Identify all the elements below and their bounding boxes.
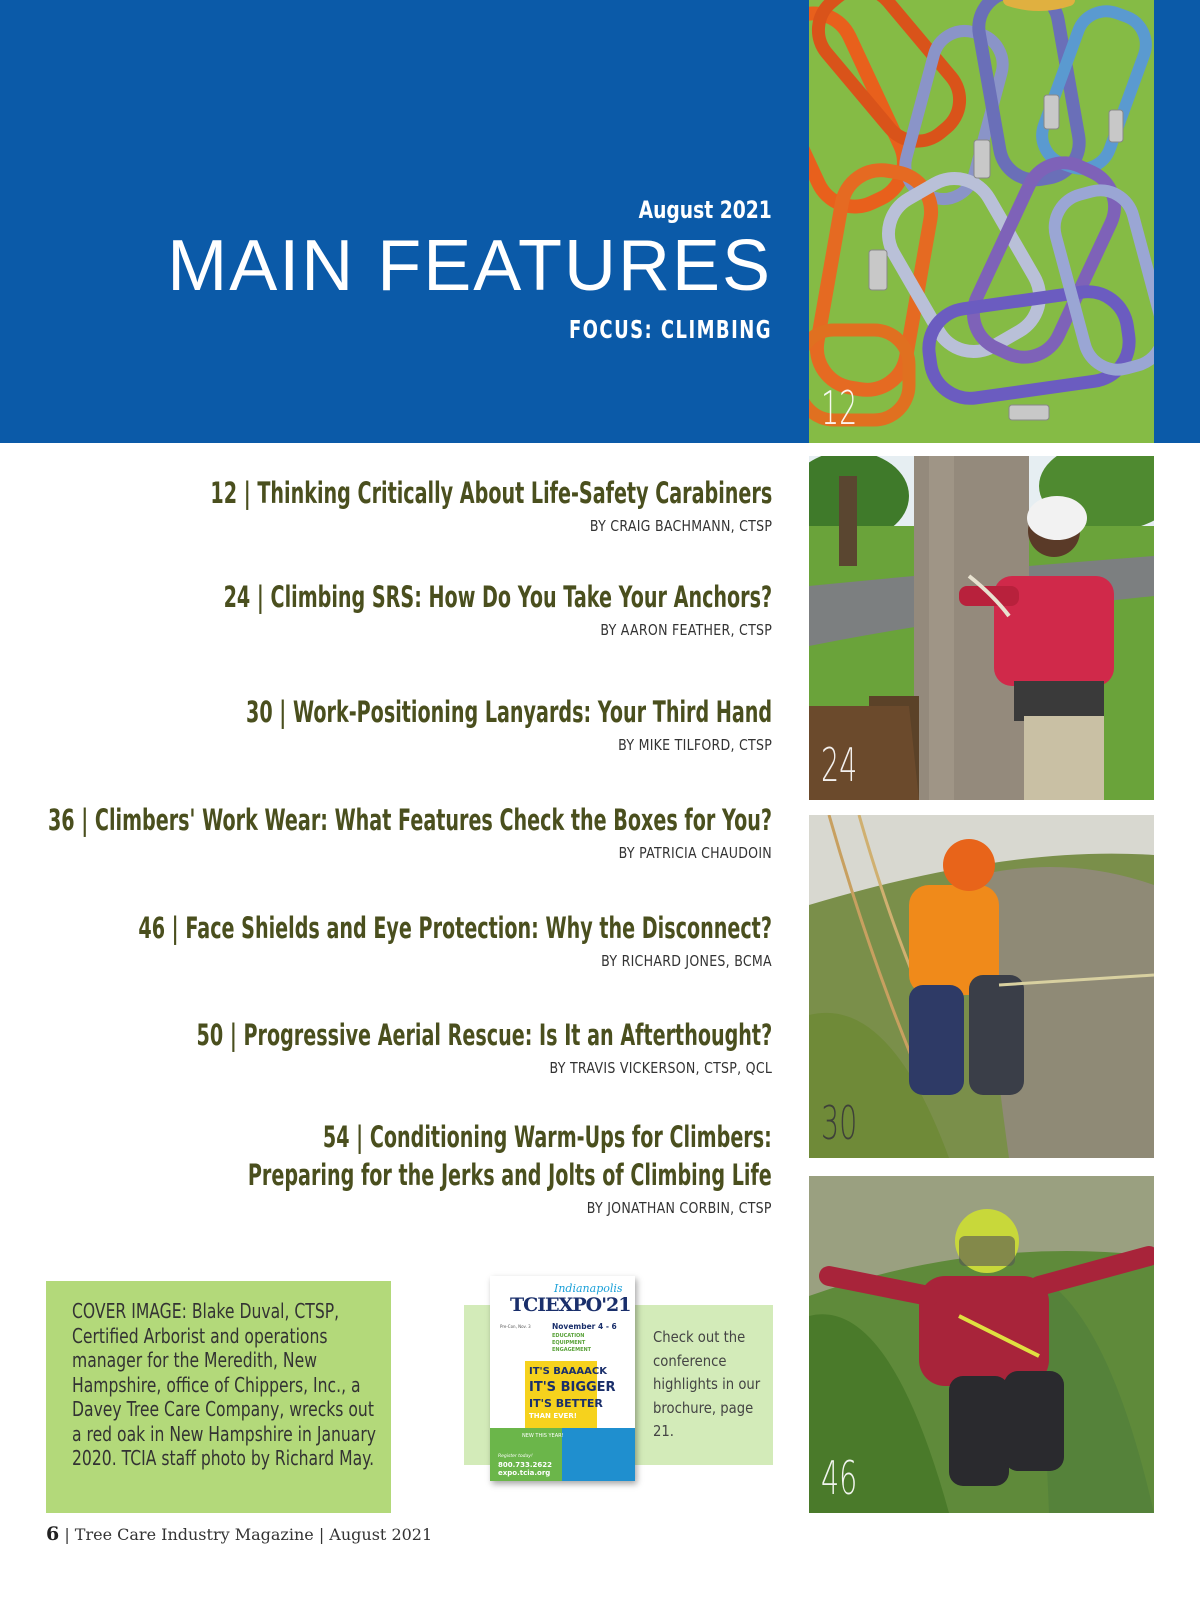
brochure-tagline-block <box>525 1361 616 1428</box>
carabiners-photo[interactable] <box>809 0 1154 443</box>
article-entry[interactable] <box>0 1016 772 1077</box>
cover-caption-box <box>46 1281 391 1513</box>
brochure-precon: Pre-Con, Nov. 3 <box>500 1324 531 1329</box>
article-title[interactable]: 46 | Face Shields and Eye Protection: Why the Disconnect? <box>138 911 772 945</box>
brochure-contact <box>498 1461 552 1477</box>
issue-date: August 2021 <box>638 196 772 224</box>
article-entry[interactable] <box>0 801 772 862</box>
cover-caption: COVER IMAGE: Blake Duval, CTSP, Certified Arborist and operations manager for the Meredith, New Hampshire, office of Chippers, Inc., a Davey Tree Care Company, wrecks out a red oak in New Hampshire in January 2020. TCIA staff photo by Richard May. <box>72 1299 377 1470</box>
article-author: BY MIKE TILFORD, CTSP <box>618 736 772 754</box>
footer-text: | Tree Care Industry Magazine | August 2021 <box>64 1525 433 1544</box>
expo-brochure-thumbnail[interactable] <box>490 1276 635 1481</box>
article-title[interactable]: 12 | Thinking Critically About Life-Safety Carabiners <box>210 476 772 510</box>
article-author: BY PATRICIA CHAUDOIN <box>618 844 772 862</box>
brochure-pillar: EDUCATION <box>552 1333 585 1339</box>
photo-page-number: 12 <box>821 381 858 435</box>
brochure-pillars <box>552 1333 591 1354</box>
article-author: BY JONATHAN CORBIN, CTSP <box>587 1199 772 1217</box>
climber-face-shield-photo[interactable] <box>809 1176 1154 1513</box>
brochure-city: Indianapolis <box>554 1282 623 1295</box>
brochure-pillar: ENGAGEMENT <box>552 1347 592 1353</box>
article-author: BY RICHARD JONES, BCMA <box>601 952 772 970</box>
article-title[interactable]: 36 | Climbers' Work Wear: What Features Check the Boxes for You? <box>47 803 772 837</box>
climber-trunk-photo[interactable] <box>809 456 1154 800</box>
promo-text: Check out the conference highlights in our brochure, page 21. <box>653 1328 761 1440</box>
article-entry[interactable] <box>0 693 772 754</box>
brochure-new-this-year: NEW THIS YEAR! <box>522 1433 564 1439</box>
article-title[interactable]: 54 | Conditioning Warm-Ups for Climbers: <box>323 1120 772 1154</box>
brochure-tagline: IT'S BAAAACK <box>529 1366 607 1377</box>
article-entry[interactable] <box>0 474 772 535</box>
article-entry[interactable] <box>0 578 772 639</box>
page-footer <box>46 1523 432 1545</box>
brochure-pillar: EQUIPMENT <box>552 1340 586 1346</box>
photo-page-number: 30 <box>821 1096 858 1150</box>
photo-page-number: 24 <box>821 738 858 792</box>
article-author: BY AARON FEATHER, CTSP <box>600 621 772 639</box>
brochure-phone: 800.733.2622 <box>498 1461 553 1469</box>
brochure-site: expo.tcia.org <box>498 1469 551 1477</box>
article-entry[interactable] <box>0 1118 772 1217</box>
brochure-logo: TCIEXPO'21 <box>510 1294 631 1316</box>
article-title[interactable]: 30 | Work-Positioning Lanyards: Your Third Hand <box>245 695 772 729</box>
article-entry[interactable] <box>0 909 772 970</box>
brochure-tagline: THAN EVER! <box>529 1412 577 1420</box>
page-title: MAIN FEATURES <box>167 226 772 306</box>
article-author: BY CRAIG BACHMANN, CTSP <box>589 517 772 535</box>
climber-ascending-photo[interactable] <box>809 815 1154 1158</box>
photo-page-number: 46 <box>821 1451 858 1505</box>
brochure-register: Register today! <box>498 1454 533 1459</box>
article-title[interactable]: 24 | Climbing SRS: How Do You Take Your Anchors? <box>223 580 772 614</box>
brochure-tagline: IT'S BIGGER <box>529 1380 616 1395</box>
article-title[interactable]: 50 | Progressive Aerial Rescue: Is It an Afterthought? <box>196 1018 772 1052</box>
brochure-dates: November 4 - 6 <box>552 1322 617 1331</box>
page-number: 6 <box>46 1523 60 1545</box>
article-author: BY TRAVIS VICKERSON, CTSP, QCL <box>549 1059 772 1077</box>
article-title-line2[interactable]: Preparing for the Jerks and Jolts of Climbing Life <box>248 1158 772 1192</box>
brochure-tagline: IT'S BETTER <box>529 1397 603 1410</box>
focus-subtitle: FOCUS: CLIMBING <box>568 315 772 344</box>
